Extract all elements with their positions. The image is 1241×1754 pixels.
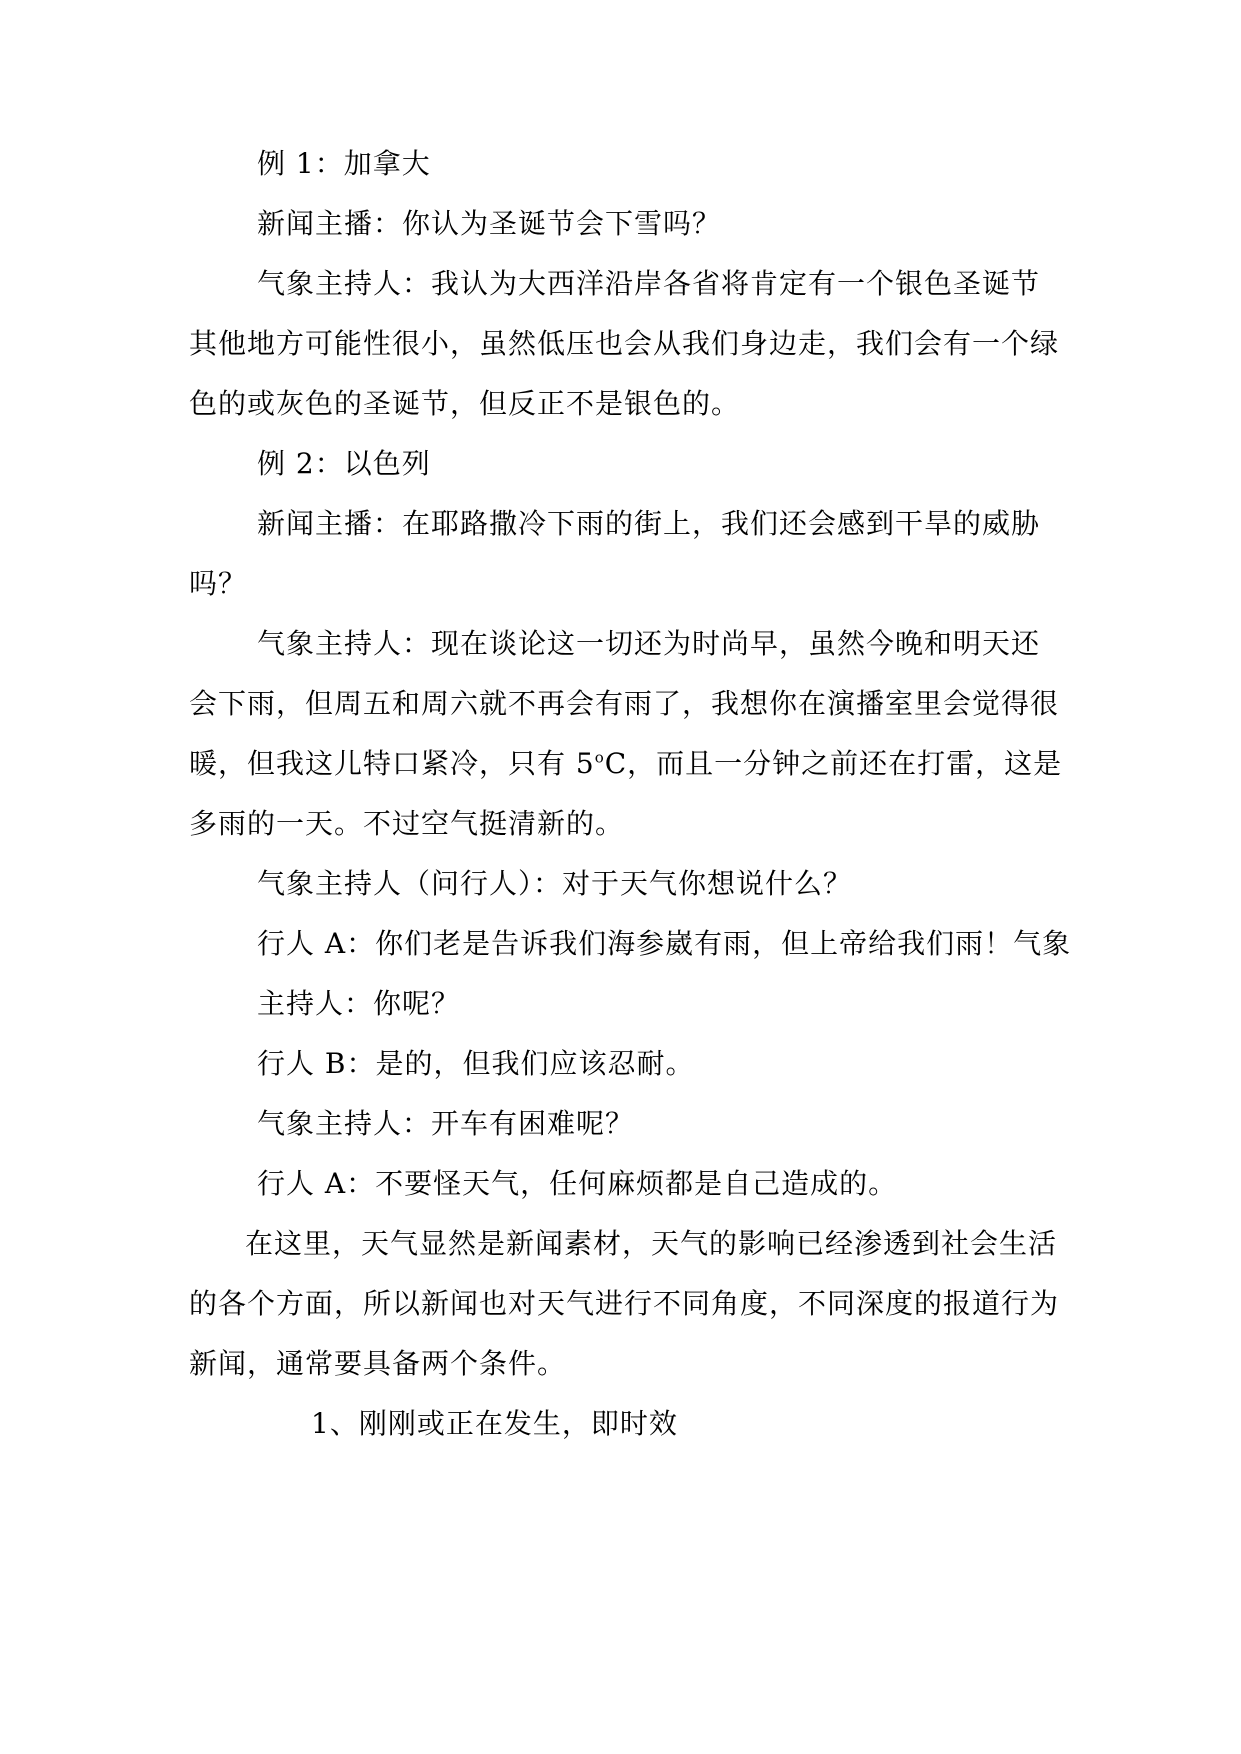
example-2-anchor-question-line-2: 吗？ <box>189 567 248 600</box>
interview-line-5: 气象主持人：开车有困难呢？ <box>257 1107 635 1140</box>
interview-line-2: 行人 A：你们老是告诉我们海参崴有雨，但上帝给我们雨！气象 <box>257 927 1072 960</box>
interview-line-4: 行人 B：是的，但我们应该忍耐。 <box>257 1047 695 1080</box>
example-2-weather-reply-line-2: 会下雨，但周五和周六就不再会有雨了，我想你在演播室里会觉得很 <box>189 687 1060 720</box>
example-2-anchor-question-line-1: 新闻主播：在耶路撒冷下雨的街上，我们还会感到干旱的威胁 <box>257 507 1041 540</box>
interview-line-6: 行人 A：不要怪天气，任何麻烦都是自己造成的。 <box>257 1167 898 1200</box>
example-2-heading: 例 2：以色列 <box>257 447 431 480</box>
degree-superscript: o <box>594 748 605 767</box>
weather-reply-text-before-degree: 暖，但我这儿特口紧冷，只有 5 <box>189 747 595 780</box>
example-1-weather-reply-line-2: 其他地方可能性很小，虽然低压也会从我们身边走，我们会有一个绿 <box>189 327 1060 360</box>
summary-line-3: 新闻，通常要具备两个条件。 <box>189 1347 567 1380</box>
example-1-weather-reply-line-1: 气象主持人：我认为大西洋沿岸各省将肯定有一个银色圣诞节 <box>257 267 1041 300</box>
example-1-heading: 例 1：加拿大 <box>257 147 431 180</box>
example-2-weather-reply-line-3 <box>189 746 1062 782</box>
example-1-weather-reply-line-3: 色的或灰色的圣诞节，但反正不是银色的。 <box>189 387 741 420</box>
example-1-anchor-question: 新闻主播：你认为圣诞节会下雪吗？ <box>257 207 722 240</box>
summary-line-1: 在这里，天气显然是新闻素材，天气的影响已经渗透到社会生活 <box>245 1227 1058 1260</box>
example-2-weather-reply-line-1: 气象主持人：现在谈论这一切还为时尚早，虽然今晚和明天还 <box>257 627 1041 660</box>
interview-line-1: 气象主持人（问行人）：对于天气你想说什么？ <box>257 867 853 900</box>
weather-reply-text-after-degree: C，而且一分钟之前还在打雷，这是 <box>604 747 1063 780</box>
summary-line-2: 的各个方面，所以新闻也对天气进行不同角度，不同深度的报道行为 <box>189 1287 1060 1320</box>
example-2-weather-reply-line-4: 多雨的一天。不过空气挺清新的。 <box>189 807 625 840</box>
interview-line-3: 主持人：你呢？ <box>257 987 461 1020</box>
list-item-1: 1、刚刚或正在发生，即时效 <box>311 1407 678 1440</box>
